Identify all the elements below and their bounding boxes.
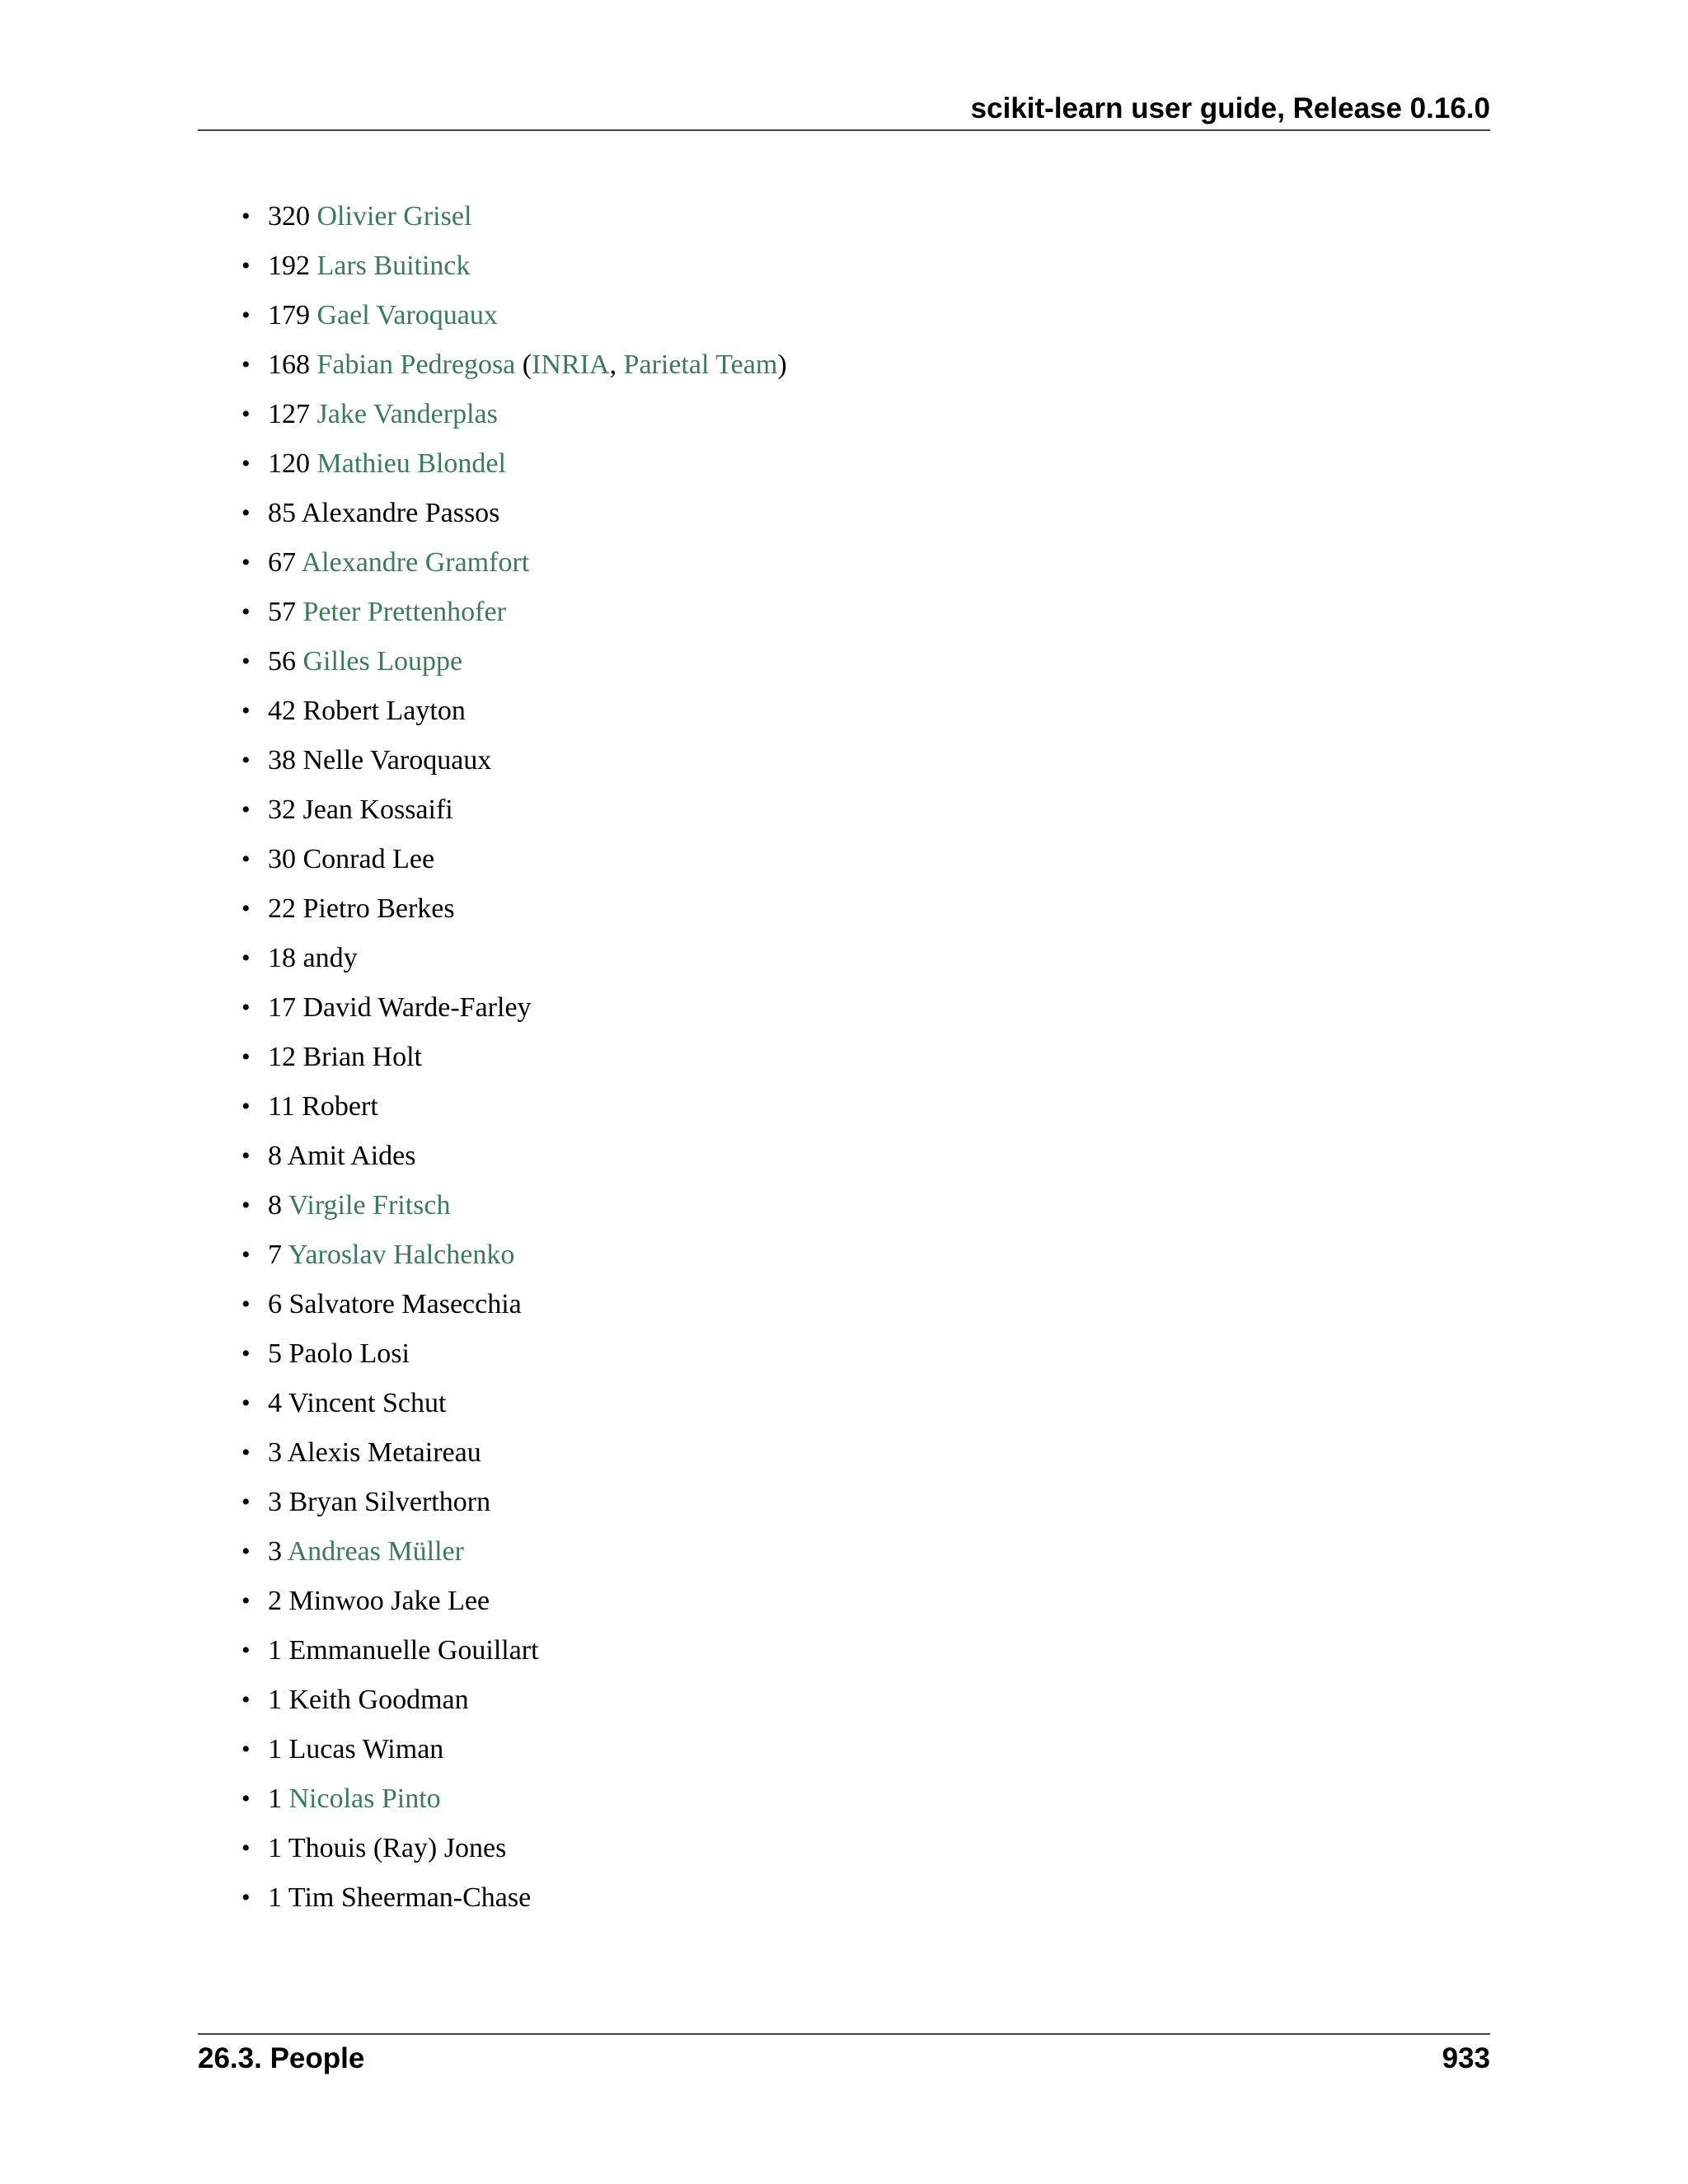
list-item: [268, 1230, 787, 1280]
punctuation: (: [522, 349, 532, 380]
contributor-link[interactable]: Nicolas Pinto: [288, 1783, 441, 1814]
commit-count: 67: [268, 547, 296, 578]
list-item: [268, 588, 787, 637]
list-item: [268, 687, 787, 736]
commit-count: 56: [268, 646, 296, 677]
contributor-name: Robert: [302, 1091, 378, 1122]
list-item: [268, 1725, 787, 1774]
commit-count: 179: [268, 300, 310, 330]
contributor-link[interactable]: Peter Prettenhofer: [302, 597, 506, 627]
list-item: [268, 1478, 787, 1527]
commit-count: 11: [268, 1091, 295, 1122]
commit-count: 17: [268, 992, 296, 1023]
punctuation: ,: [609, 349, 624, 380]
contributor-name: Minwoo Jake Lee: [288, 1586, 490, 1616]
contributor-name: Alexis Metaireau: [287, 1437, 481, 1468]
punctuation: ): [777, 349, 787, 380]
list-item: [268, 538, 787, 588]
commit-count: 127: [268, 399, 310, 429]
contributor-link[interactable]: Jake Vanderplas: [316, 399, 498, 429]
list-item: [268, 291, 787, 340]
contributor-name: Paolo Losi: [288, 1338, 410, 1369]
contributor-name: Keith Goodman: [288, 1685, 469, 1715]
contributor-name: Salvatore Masecchia: [288, 1289, 522, 1319]
list-item: [268, 1033, 787, 1082]
commit-count: 57: [268, 597, 296, 627]
contributor-link[interactable]: Mathieu Blondel: [316, 448, 506, 479]
list-item: [268, 241, 787, 291]
commit-count: 1: [268, 1635, 282, 1666]
contributor-link[interactable]: Gilles Louppe: [302, 646, 463, 677]
list-item: [268, 1626, 787, 1675]
running-footer: [198, 2042, 1490, 2075]
commit-count: 1: [268, 1833, 282, 1863]
contributors-list: [268, 192, 787, 1923]
commit-count: 1: [268, 1685, 282, 1715]
list-item: [268, 884, 787, 934]
commit-count: 32: [268, 794, 296, 825]
running-header: scikit-learn user guide, Release 0.16.0: [970, 92, 1490, 124]
commit-count: 120: [268, 448, 310, 479]
footer-rule: [198, 2033, 1490, 2035]
contributor-link[interactable]: Lars Buitinck: [316, 251, 471, 281]
contributor-name: Vincent Schut: [288, 1388, 447, 1418]
commit-count: 3: [268, 1437, 282, 1468]
list-item: [268, 1329, 787, 1379]
page-number: 933: [1442, 2042, 1490, 2074]
commit-count: 22: [268, 893, 296, 924]
list-item: [268, 1379, 787, 1428]
contributor-name: Robert Layton: [302, 696, 466, 726]
contributor-link[interactable]: Yaroslav Halchenko: [288, 1240, 515, 1270]
commit-count: 6: [268, 1289, 282, 1319]
commit-count: 168: [268, 349, 310, 380]
commit-count: 8: [268, 1190, 282, 1221]
commit-count: 3: [268, 1487, 282, 1517]
commit-count: 3: [268, 1536, 282, 1567]
list-item: [268, 1873, 787, 1923]
commit-count: 12: [268, 1042, 296, 1072]
list-item: [268, 637, 787, 687]
commit-count: 1: [268, 1882, 282, 1913]
contributor-name: Pietro Berkes: [302, 893, 455, 924]
commit-count: 1: [268, 1734, 282, 1765]
commit-count: 320: [268, 201, 310, 232]
header-rule: [198, 129, 1490, 131]
list-item: [268, 1824, 787, 1873]
commit-count: 8: [268, 1141, 282, 1171]
contributor-name: Conrad Lee: [302, 844, 435, 874]
commit-count: 42: [268, 696, 296, 726]
contributor-link[interactable]: Virgile Fritsch: [288, 1190, 451, 1221]
list-item: [268, 1527, 787, 1577]
contributor-name: Lucas Wiman: [288, 1734, 444, 1765]
list-item: [268, 983, 787, 1033]
contributor-link[interactable]: Alexandre Gramfort: [301, 547, 530, 578]
commit-count: 192: [268, 251, 310, 281]
contributor-name: David Warde-Farley: [302, 992, 532, 1023]
list-item: [268, 1132, 787, 1181]
list-item: [268, 439, 787, 489]
contributor-name: Brian Holt: [302, 1042, 422, 1072]
contributor-link[interactable]: Fabian Pedregosa: [316, 349, 516, 380]
list-item: [268, 340, 787, 390]
commit-count: 85: [268, 498, 296, 528]
commit-count: 1: [268, 1783, 282, 1814]
commit-count: 5: [268, 1338, 282, 1369]
list-item: [268, 1675, 787, 1725]
list-item: [268, 1774, 787, 1824]
contributor-name: Amit Aides: [287, 1141, 416, 1171]
commit-count: 7: [268, 1240, 282, 1270]
list-item: [268, 736, 787, 785]
contributor-name: Thouis (Ray) Jones: [288, 1833, 507, 1863]
commit-count: 30: [268, 844, 296, 874]
contributor-name: Nelle Varoquaux: [302, 745, 492, 776]
list-item: [268, 785, 787, 835]
list-item: [268, 1428, 787, 1478]
section-title: 26.3. People: [198, 2042, 365, 2074]
list-item: [268, 1577, 787, 1626]
contributor-link[interactable]: Andreas Müller: [287, 1536, 464, 1567]
list-item: [268, 1082, 787, 1132]
list-item: [268, 489, 787, 538]
contributor-link[interactable]: Olivier Grisel: [316, 201, 472, 232]
commit-count: 38: [268, 745, 296, 776]
list-item: [268, 192, 787, 241]
list-item: [268, 1181, 787, 1230]
list-item: [268, 1280, 787, 1329]
contributor-name: Jean Kossaifi: [302, 794, 453, 825]
list-item: [268, 390, 787, 439]
contributor-name: Bryan Silverthorn: [288, 1487, 491, 1517]
commit-count: 4: [268, 1388, 282, 1418]
contributor-link[interactable]: Gael Varoquaux: [316, 300, 498, 330]
list-item: [268, 835, 787, 884]
affiliation-link[interactable]: Parietal Team: [623, 349, 778, 380]
affiliation-link[interactable]: INRIA: [532, 349, 610, 380]
list-item: [268, 934, 787, 983]
contributor-name: Tim Sheerman-Chase: [288, 1882, 532, 1913]
contributor-name: Emmanuelle Gouillart: [288, 1635, 539, 1666]
commit-count: 2: [268, 1586, 282, 1616]
commit-count: 18: [268, 943, 296, 973]
contributor-name: andy: [302, 943, 358, 973]
contributor-name: Alexandre Passos: [301, 498, 500, 528]
